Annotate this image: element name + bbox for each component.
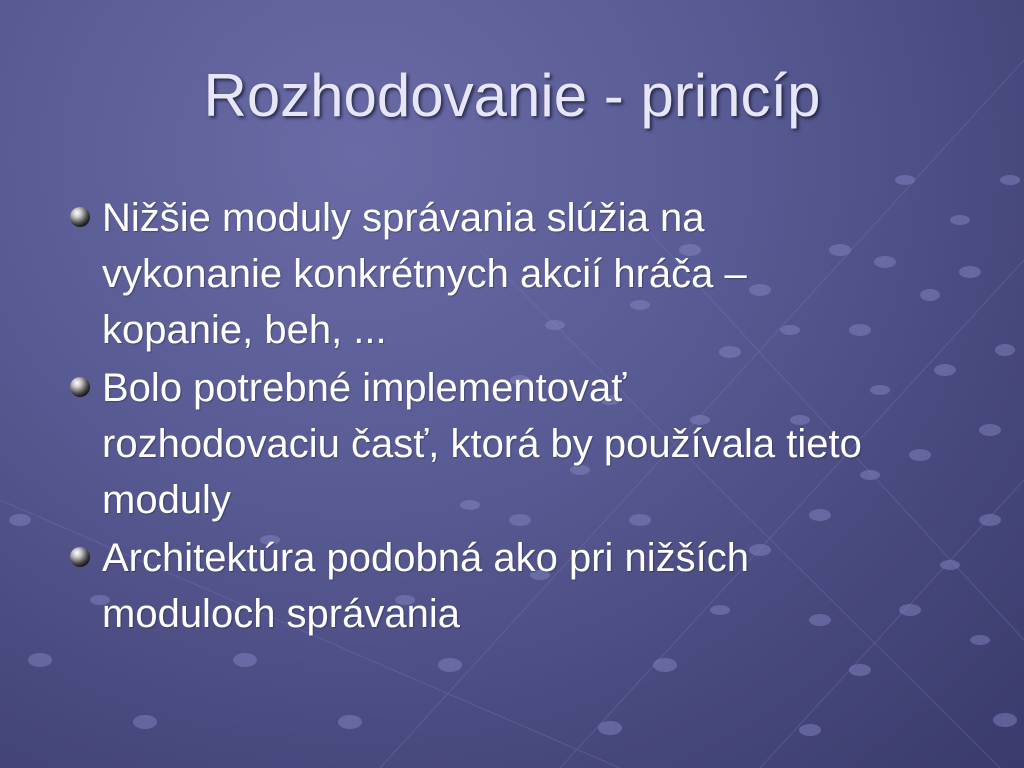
sphere-bullet-icon	[68, 545, 92, 569]
bullet-item	[68, 360, 868, 528]
sphere-bullet-icon	[68, 375, 92, 399]
bullet-text: Architektúra podobná ako pri nižších moduloch správania	[102, 536, 750, 636]
bullet-text: Nižšie moduly správania slúžia na vykonanie konkrétnych akcií hráča – kopanie, beh, ...	[102, 196, 747, 352]
slide-title: Rozhodovanie - princíp	[203, 62, 821, 129]
sphere-bullet-icon	[68, 205, 92, 229]
bullet-item	[68, 190, 868, 358]
bullet-item	[68, 530, 868, 642]
bullet-text: Bolo potrebné implementovať rozhodovaciu časť, ktorá by používala tieto moduly	[102, 366, 862, 522]
bullet-list	[68, 190, 868, 644]
